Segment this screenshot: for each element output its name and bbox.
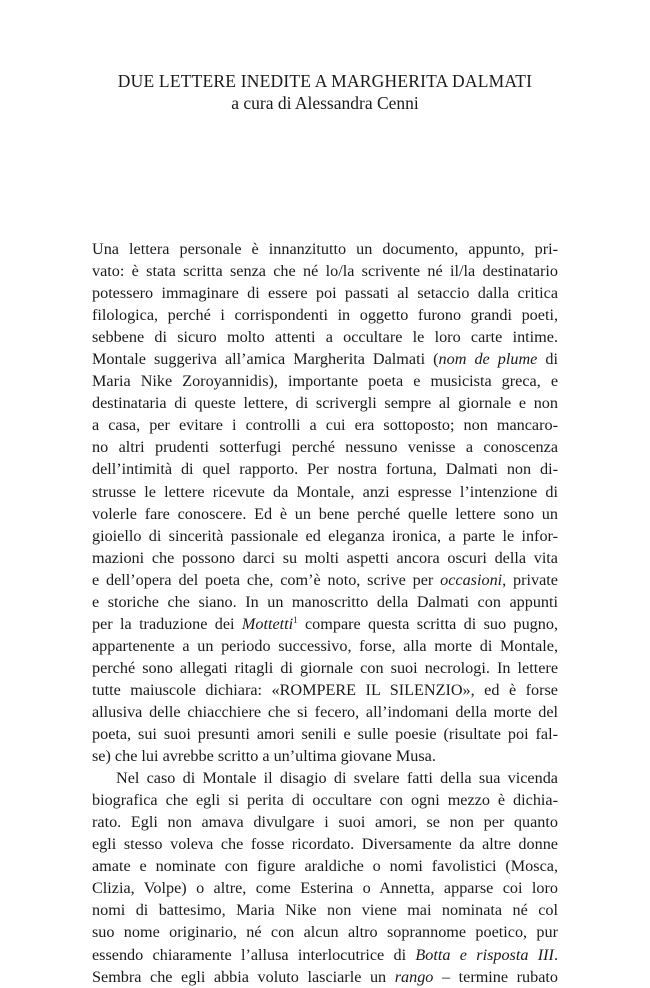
text-run: strusse le lettere ricevute da Montale, anzi espresse l’intenzione di	[92, 482, 558, 501]
text-line	[92, 260, 558, 282]
text-run: poeta, sui suoi presunti amori senili e sulle poesie (risultate poi fal-	[92, 725, 558, 744]
text-run: allusiva delle chiacchiere che si fecero, all’indomani della morte del	[92, 702, 558, 721]
article-title: DUE LETTERE INEDITE A MARGHERITA DALMATI	[117, 71, 533, 91]
text-line	[92, 591, 558, 613]
text-line	[92, 348, 558, 370]
text-run: di	[537, 350, 558, 369]
text-line	[92, 547, 558, 569]
text-run: biografica che egli si perita di occultare con ogni mezzo è dichia-	[92, 791, 558, 810]
text-line	[92, 789, 558, 811]
text-run: e dell’opera del poeta che, com’è noto, scrive per	[92, 570, 441, 589]
text-line	[92, 370, 558, 392]
text-run: se) che lui avrebbe scritto a un’ultima giovane Musa.	[92, 747, 436, 766]
body-text	[92, 238, 558, 988]
text-line	[92, 525, 558, 547]
text-line	[92, 679, 558, 701]
text-run: – termine rubato	[433, 967, 558, 986]
italic-run: Mottetti	[241, 614, 294, 633]
text-line	[92, 701, 558, 723]
text-run: amate e nominate con figure araldiche o nomi favolistici (Mosca,	[92, 857, 558, 876]
text-line	[92, 635, 558, 657]
text-line	[92, 414, 558, 436]
text-run: no altri prudenti sotterfugi perché nessuno venisse a conoscenza	[92, 438, 558, 457]
text-run: compare questa scritta di suo pugno,	[297, 614, 558, 633]
text-run: per la traduzione dei	[92, 614, 242, 633]
text-run: volerle fare conoscere. Ed è un bene perché quelle lettere sono un	[92, 504, 558, 523]
text-run: potessero immaginare di essere poi passati al setaccio dalla critica	[92, 284, 558, 303]
text-line	[92, 745, 558, 767]
text-line	[92, 921, 558, 943]
text-run: Clizia, Volpe) o altre, come Esterina o Annetta, apparse coi loro	[92, 879, 558, 898]
text-line	[92, 899, 558, 921]
text-line	[92, 392, 558, 414]
text-run: dell’intimità di quel rapporto. Per nostra fortuna, Dalmati non di-	[92, 460, 558, 479]
article-subtitle: a cura di Alessandra Cenni	[231, 93, 419, 113]
text-line	[92, 723, 558, 745]
text-line	[92, 966, 558, 988]
text-run: essendo chiaramente l’allusa interlocutrice di	[92, 945, 416, 964]
text-line	[92, 877, 558, 899]
text-line	[92, 944, 558, 966]
text-line	[92, 304, 558, 326]
text-line	[92, 326, 558, 348]
text-run: egli stesso voleva che fosse ricordato. Diversamente da altre donne	[92, 835, 558, 854]
text-run: perché sono allegati ritagli di giornale con suoi necrologi. In lettere	[92, 658, 558, 677]
text-line	[92, 458, 558, 480]
text-line	[92, 613, 558, 635]
text-line	[92, 481, 558, 503]
italic-run: occasioni	[440, 570, 503, 589]
text-run: destinataria di queste lettere, di scrivergli sempre al giornale e non	[92, 394, 558, 413]
text-run: Maria Nike Zoroyannidis), importante poeta e musicista greca, e	[92, 372, 558, 391]
text-line	[92, 436, 558, 458]
text-run: sebbene di sicuro molto attenti a occultare le loro carte intime.	[92, 328, 558, 347]
text-run: , private	[502, 570, 558, 589]
text-line	[92, 657, 558, 679]
text-run: Sembra che egli abbia voluto lasciarle un	[92, 967, 395, 986]
text-run: .	[553, 945, 558, 964]
text-line	[92, 569, 558, 591]
text-run: Montale suggeriva all’amica Margherita Dalmati (	[92, 350, 439, 369]
text-run: Nel caso di Montale il disagio di svelare fatti della sua vicenda	[116, 769, 558, 788]
italic-run: Botta e risposta III	[415, 945, 554, 964]
italic-run: nom de plume	[438, 350, 538, 369]
text-line	[92, 282, 558, 304]
text-run: filologica, perché i corrispondenti in oggetto furono grandi poeti,	[92, 306, 558, 325]
text-run: e storiche che siano. In un manoscritto della Dalmati con appunti	[92, 592, 558, 611]
text-line	[92, 833, 558, 855]
text-line	[92, 855, 558, 877]
text-run: tutte maiuscole dichiara: «ROMPERE IL SILENZIO», ed è forse	[92, 680, 558, 699]
text-line	[92, 503, 558, 525]
text-run: a casa, per evitare i controlli a cui era sottoposto; non mancaro-	[92, 416, 558, 435]
text-line	[92, 767, 558, 789]
italic-run: rango	[394, 967, 434, 986]
text-run: rato. Egli non amava divulgare i suoi amori, se non per quanto	[92, 813, 558, 832]
text-run: vato: è stata scritta senza che né lo/la scrivente né il/la destinatario	[92, 262, 558, 281]
text-line	[92, 238, 558, 260]
text-run: appartenente a un periodo successivo, forse, alla morte di Montale,	[92, 636, 558, 655]
text-run: suo nome originario, né con alcun altro soprannome poetico, pur	[92, 923, 558, 942]
text-run: gioiello di sincerità passionale ed eleganza ironica, a parte le infor-	[92, 526, 558, 545]
text-run: nomi di battesimo, Maria Nike non viene mai nominata né col	[92, 901, 558, 920]
text-run: mazioni che possono darci su molti aspetti ancora oscuri della vita	[92, 548, 558, 567]
text-run: Una lettera personale è innanzitutto un documento, appunto, pri-	[92, 240, 558, 258]
footnote-marker: 1	[293, 614, 298, 625]
text-line	[92, 811, 558, 833]
